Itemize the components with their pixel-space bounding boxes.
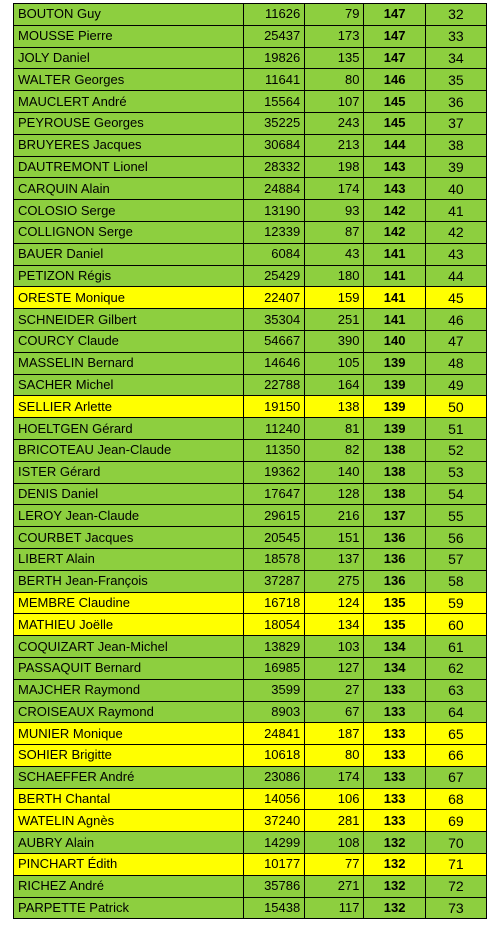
table-row — [14, 309, 487, 331]
points-cell: 145 — [364, 91, 425, 113]
table-row-highlighted — [14, 723, 487, 745]
games-count-cell: 108 — [305, 832, 364, 854]
games-count-cell: 117 — [305, 897, 364, 919]
table-row — [14, 112, 487, 134]
points-cell: 144 — [364, 134, 425, 156]
player-name-cell: BOUTON Guy — [14, 4, 244, 26]
rank-cell: 65 — [425, 723, 486, 745]
points-cell: 135 — [364, 614, 425, 636]
points-cell: 136 — [364, 548, 425, 570]
games-count-cell: 79 — [305, 4, 364, 26]
games-count-cell: 159 — [305, 287, 364, 309]
points-cell: 139 — [364, 352, 425, 374]
rank-cell: 44 — [425, 265, 486, 287]
total-score-cell: 16718 — [243, 592, 304, 614]
player-name-cell: MEMBRE Claudine — [14, 592, 244, 614]
points-cell: 133 — [364, 723, 425, 745]
points-cell: 132 — [364, 897, 425, 919]
games-count-cell: 187 — [305, 723, 364, 745]
total-score-cell: 14299 — [243, 832, 304, 854]
points-cell: 141 — [364, 265, 425, 287]
games-count-cell: 43 — [305, 243, 364, 265]
rank-cell: 56 — [425, 527, 486, 549]
total-score-cell: 13829 — [243, 636, 304, 658]
player-name-cell: ISTER Gérard — [14, 461, 244, 483]
table-row-highlighted — [14, 810, 487, 832]
results-table-body — [14, 4, 487, 919]
table-row-highlighted — [14, 788, 487, 810]
table-row — [14, 25, 487, 47]
table-row — [14, 832, 487, 854]
table-row — [14, 701, 487, 723]
table-row-highlighted — [14, 854, 487, 876]
points-cell: 138 — [364, 483, 425, 505]
player-name-cell: PINCHART Édith — [14, 854, 244, 876]
player-name-cell: MASSELIN Bernard — [14, 352, 244, 374]
games-count-cell: 390 — [305, 330, 364, 352]
games-count-cell: 81 — [305, 418, 364, 440]
rank-cell: 49 — [425, 374, 486, 396]
table-row — [14, 570, 487, 592]
games-count-cell: 135 — [305, 47, 364, 69]
total-score-cell: 14646 — [243, 352, 304, 374]
games-count-cell: 82 — [305, 439, 364, 461]
table-row — [14, 221, 487, 243]
points-cell: 145 — [364, 112, 425, 134]
points-cell: 139 — [364, 374, 425, 396]
games-count-cell: 80 — [305, 745, 364, 767]
points-cell: 140 — [364, 330, 425, 352]
games-count-cell: 173 — [305, 25, 364, 47]
table-row — [14, 527, 487, 549]
games-count-cell: 87 — [305, 221, 364, 243]
total-score-cell: 37287 — [243, 570, 304, 592]
total-score-cell: 18054 — [243, 614, 304, 636]
player-name-cell: MUNIER Monique — [14, 723, 244, 745]
total-score-cell: 24884 — [243, 178, 304, 200]
table-row — [14, 47, 487, 69]
table-row — [14, 4, 487, 26]
points-cell: 139 — [364, 418, 425, 440]
rank-cell: 58 — [425, 570, 486, 592]
player-name-cell: WALTER Georges — [14, 69, 244, 91]
points-cell: 135 — [364, 592, 425, 614]
games-count-cell: 180 — [305, 265, 364, 287]
player-name-cell: MOUSSE Pierre — [14, 25, 244, 47]
points-cell: 143 — [364, 156, 425, 178]
player-name-cell: BERTH Chantal — [14, 788, 244, 810]
total-score-cell: 25437 — [243, 25, 304, 47]
player-name-cell: SELLIER Arlette — [14, 396, 244, 418]
player-name-cell: SOHIER Brigitte — [14, 745, 244, 767]
games-count-cell: 127 — [305, 657, 364, 679]
total-score-cell: 19362 — [243, 461, 304, 483]
total-score-cell: 24841 — [243, 723, 304, 745]
rank-cell: 57 — [425, 548, 486, 570]
points-cell: 141 — [364, 243, 425, 265]
total-score-cell: 22407 — [243, 287, 304, 309]
rank-cell: 34 — [425, 47, 486, 69]
games-count-cell: 138 — [305, 396, 364, 418]
points-cell: 146 — [364, 69, 425, 91]
table-row — [14, 679, 487, 701]
table-row — [14, 875, 487, 897]
total-score-cell: 20545 — [243, 527, 304, 549]
table-row — [14, 134, 487, 156]
rank-cell: 41 — [425, 200, 486, 222]
total-score-cell: 37240 — [243, 810, 304, 832]
total-score-cell: 19826 — [243, 47, 304, 69]
total-score-cell: 11626 — [243, 4, 304, 26]
rank-cell: 51 — [425, 418, 486, 440]
total-score-cell: 35304 — [243, 309, 304, 331]
total-score-cell: 11350 — [243, 439, 304, 461]
total-score-cell: 13190 — [243, 200, 304, 222]
games-count-cell: 281 — [305, 810, 364, 832]
rank-cell: 33 — [425, 25, 486, 47]
player-name-cell: MAUCLERT André — [14, 91, 244, 113]
player-name-cell: DAUTREMONT Lionel — [14, 156, 244, 178]
points-cell: 133 — [364, 745, 425, 767]
table-row-highlighted — [14, 287, 487, 309]
games-count-cell: 251 — [305, 309, 364, 331]
table-row — [14, 178, 487, 200]
points-cell: 139 — [364, 396, 425, 418]
player-name-cell: SACHER Michel — [14, 374, 244, 396]
games-count-cell: 27 — [305, 679, 364, 701]
table-row — [14, 330, 487, 352]
total-score-cell: 10177 — [243, 854, 304, 876]
points-cell: 138 — [364, 439, 425, 461]
rank-cell: 39 — [425, 156, 486, 178]
total-score-cell: 23086 — [243, 766, 304, 788]
rank-cell: 69 — [425, 810, 486, 832]
player-name-cell: COURBET Jacques — [14, 527, 244, 549]
points-cell: 133 — [364, 701, 425, 723]
total-score-cell: 14056 — [243, 788, 304, 810]
player-name-cell: PEYROUSE Georges — [14, 112, 244, 134]
games-count-cell: 174 — [305, 766, 364, 788]
total-score-cell: 35225 — [243, 112, 304, 134]
games-count-cell: 124 — [305, 592, 364, 614]
table-row — [14, 352, 487, 374]
total-score-cell: 19150 — [243, 396, 304, 418]
player-name-cell: PASSAQUIT Bernard — [14, 657, 244, 679]
points-cell: 134 — [364, 657, 425, 679]
total-score-cell: 11240 — [243, 418, 304, 440]
rank-cell: 48 — [425, 352, 486, 374]
rank-cell: 38 — [425, 134, 486, 156]
games-count-cell: 107 — [305, 91, 364, 113]
rank-cell: 54 — [425, 483, 486, 505]
table-row-highlighted — [14, 745, 487, 767]
rank-cell: 32 — [425, 4, 486, 26]
points-cell: 133 — [364, 788, 425, 810]
table-row — [14, 243, 487, 265]
total-score-cell: 12339 — [243, 221, 304, 243]
total-score-cell: 15438 — [243, 897, 304, 919]
rank-cell: 50 — [425, 396, 486, 418]
rank-cell: 70 — [425, 832, 486, 854]
table-row — [14, 505, 487, 527]
rank-cell: 63 — [425, 679, 486, 701]
total-score-cell: 54667 — [243, 330, 304, 352]
points-cell: 133 — [364, 766, 425, 788]
table-row — [14, 418, 487, 440]
table-row — [14, 483, 487, 505]
points-cell: 132 — [364, 875, 425, 897]
rank-cell: 73 — [425, 897, 486, 919]
player-name-cell: SCHNEIDER Gilbert — [14, 309, 244, 331]
points-cell: 134 — [364, 636, 425, 658]
player-name-cell: ORESTE Monique — [14, 287, 244, 309]
games-count-cell: 174 — [305, 178, 364, 200]
total-score-cell: 8903 — [243, 701, 304, 723]
total-score-cell: 10618 — [243, 745, 304, 767]
total-score-cell: 15564 — [243, 91, 304, 113]
player-name-cell: SCHAEFFER André — [14, 766, 244, 788]
games-count-cell: 151 — [305, 527, 364, 549]
games-count-cell: 271 — [305, 875, 364, 897]
rank-cell: 55 — [425, 505, 486, 527]
rank-cell: 67 — [425, 766, 486, 788]
player-name-cell: AUBRY Alain — [14, 832, 244, 854]
games-count-cell: 105 — [305, 352, 364, 374]
points-cell: 133 — [364, 810, 425, 832]
rank-cell: 46 — [425, 309, 486, 331]
rank-cell: 72 — [425, 875, 486, 897]
player-name-cell: BERTH Jean-François — [14, 570, 244, 592]
rank-cell: 53 — [425, 461, 486, 483]
rank-cell: 36 — [425, 91, 486, 113]
player-name-cell: DENIS Daniel — [14, 483, 244, 505]
games-count-cell: 198 — [305, 156, 364, 178]
table-row — [14, 766, 487, 788]
rank-cell: 47 — [425, 330, 486, 352]
table-row — [14, 91, 487, 113]
rank-cell: 60 — [425, 614, 486, 636]
total-score-cell: 17647 — [243, 483, 304, 505]
games-count-cell: 77 — [305, 854, 364, 876]
rank-cell: 40 — [425, 178, 486, 200]
player-name-cell: COLOSIO Serge — [14, 200, 244, 222]
table-row — [14, 461, 487, 483]
games-count-cell: 213 — [305, 134, 364, 156]
table-row — [14, 636, 487, 658]
points-cell: 147 — [364, 25, 425, 47]
points-cell: 147 — [364, 4, 425, 26]
points-cell: 147 — [364, 47, 425, 69]
player-name-cell: PARPETTE Patrick — [14, 897, 244, 919]
player-name-cell: COURCY Claude — [14, 330, 244, 352]
table-row-highlighted — [14, 592, 487, 614]
points-cell: 136 — [364, 570, 425, 592]
player-name-cell: BAUER Daniel — [14, 243, 244, 265]
points-cell: 132 — [364, 832, 425, 854]
table-row — [14, 897, 487, 919]
total-score-cell: 30684 — [243, 134, 304, 156]
games-count-cell: 93 — [305, 200, 364, 222]
rank-cell: 37 — [425, 112, 486, 134]
points-cell: 142 — [364, 221, 425, 243]
total-score-cell: 22788 — [243, 374, 304, 396]
games-count-cell: 103 — [305, 636, 364, 658]
table-row — [14, 200, 487, 222]
total-score-cell: 29615 — [243, 505, 304, 527]
total-score-cell: 18578 — [243, 548, 304, 570]
player-name-cell: JOLY Daniel — [14, 47, 244, 69]
games-count-cell: 80 — [305, 69, 364, 91]
player-name-cell: BRUYERES Jacques — [14, 134, 244, 156]
games-count-cell: 164 — [305, 374, 364, 396]
player-name-cell: CARQUIN Alain — [14, 178, 244, 200]
rank-cell: 42 — [425, 221, 486, 243]
table-row-highlighted — [14, 614, 487, 636]
total-score-cell: 28332 — [243, 156, 304, 178]
player-name-cell: COLLIGNON Serge — [14, 221, 244, 243]
player-name-cell: MAJCHER Raymond — [14, 679, 244, 701]
rank-cell: 43 — [425, 243, 486, 265]
rank-cell: 52 — [425, 439, 486, 461]
games-count-cell: 134 — [305, 614, 364, 636]
player-name-cell: BRICOTEAU Jean-Claude — [14, 439, 244, 461]
player-name-cell: COQUIZART Jean-Michel — [14, 636, 244, 658]
games-count-cell: 140 — [305, 461, 364, 483]
total-score-cell: 3599 — [243, 679, 304, 701]
points-cell: 142 — [364, 200, 425, 222]
table-row — [14, 69, 487, 91]
games-count-cell: 128 — [305, 483, 364, 505]
total-score-cell: 6084 — [243, 243, 304, 265]
total-score-cell: 25429 — [243, 265, 304, 287]
rank-cell: 64 — [425, 701, 486, 723]
games-count-cell: 67 — [305, 701, 364, 723]
points-cell: 143 — [364, 178, 425, 200]
rank-cell: 66 — [425, 745, 486, 767]
rank-cell: 59 — [425, 592, 486, 614]
rank-cell: 68 — [425, 788, 486, 810]
games-count-cell: 243 — [305, 112, 364, 134]
points-cell: 132 — [364, 854, 425, 876]
player-name-cell: MATHIEU Joëlle — [14, 614, 244, 636]
points-cell: 137 — [364, 505, 425, 527]
points-cell: 141 — [364, 287, 425, 309]
table-row — [14, 657, 487, 679]
total-score-cell: 16985 — [243, 657, 304, 679]
results-table — [13, 3, 487, 919]
player-name-cell: CROISEAUX Raymond — [14, 701, 244, 723]
table-row-highlighted — [14, 396, 487, 418]
player-name-cell: PETIZON Régis — [14, 265, 244, 287]
player-name-cell: RICHEZ André — [14, 875, 244, 897]
table-row — [14, 548, 487, 570]
rank-cell: 71 — [425, 854, 486, 876]
points-cell: 136 — [364, 527, 425, 549]
player-name-cell: LIBERT Alain — [14, 548, 244, 570]
games-count-cell: 106 — [305, 788, 364, 810]
table-row — [14, 439, 487, 461]
points-cell: 141 — [364, 309, 425, 331]
games-count-cell: 275 — [305, 570, 364, 592]
player-name-cell: HOELTGEN Gérard — [14, 418, 244, 440]
total-score-cell: 11641 — [243, 69, 304, 91]
games-count-cell: 137 — [305, 548, 364, 570]
rank-cell: 62 — [425, 657, 486, 679]
table-row — [14, 265, 487, 287]
points-cell: 133 — [364, 679, 425, 701]
games-count-cell: 216 — [305, 505, 364, 527]
table-row — [14, 156, 487, 178]
rank-cell: 45 — [425, 287, 486, 309]
table-row — [14, 374, 487, 396]
player-name-cell: WATELIN Agnès — [14, 810, 244, 832]
rank-cell: 35 — [425, 69, 486, 91]
player-name-cell: LEROY Jean-Claude — [14, 505, 244, 527]
points-cell: 138 — [364, 461, 425, 483]
total-score-cell: 35786 — [243, 875, 304, 897]
rank-cell: 61 — [425, 636, 486, 658]
